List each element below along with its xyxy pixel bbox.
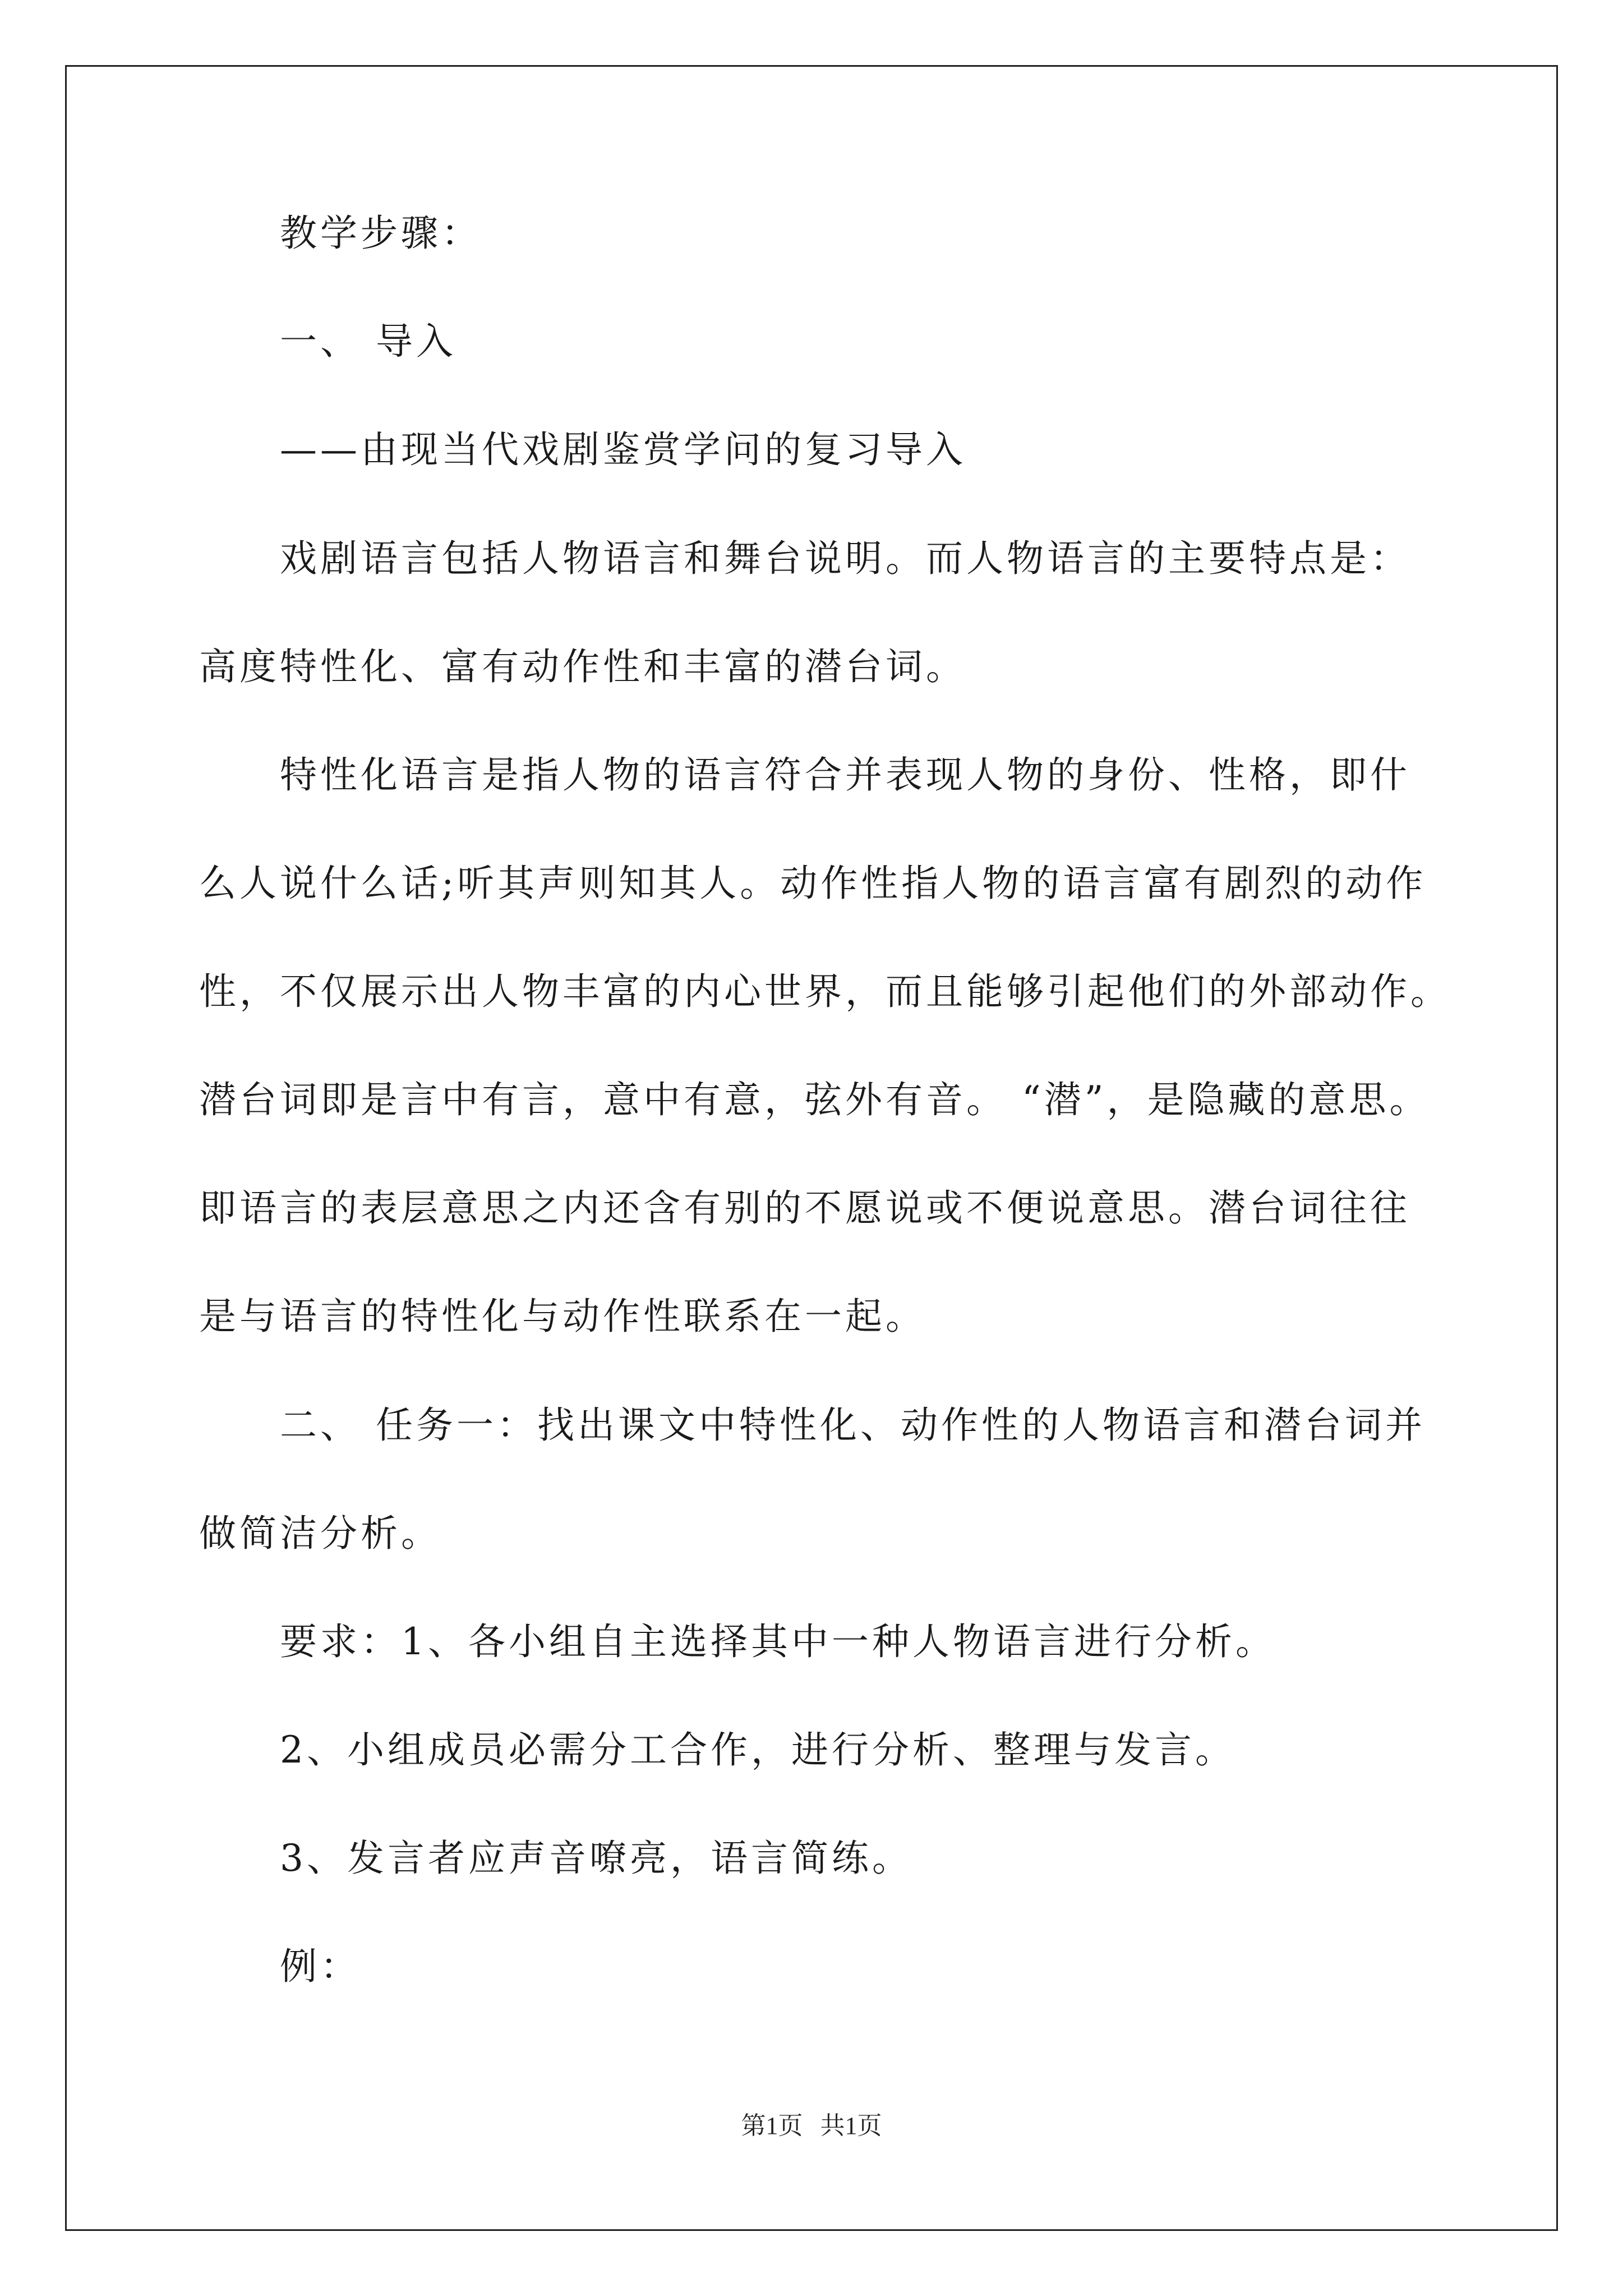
text-line: 潜台词即是言中有言，意中有意，弦外有音。 “潜”，是隐藏的意思。	[199, 1078, 1430, 1121]
page-footer	[0, 2109, 1623, 2143]
text-line: 2、小组成员必需分工合作，进行分析、整理与发言。	[280, 1728, 1235, 1772]
text-line: 么人说什么话;听其声则知其人。动作性指人物的语言富有剧烈的动作	[199, 862, 1427, 905]
text-line: 做简洁分析。	[199, 1512, 441, 1555]
text-line: 性，不仅展示出人物丰富的内心世界，而且能够引起他们的外部动作。	[199, 970, 1451, 1013]
text-line: 特性化语言是指人物的语言符合并表现人物的身份、性格，即什	[280, 753, 1410, 797]
text-line: 3、发言者应声音嘹亮，语言简练。	[280, 1837, 912, 1880]
text-line: 即语言的表层意思之内还含有别的不愿说或不便说意思。潜台词往往	[199, 1186, 1410, 1230]
page-number: 第1页	[741, 2112, 803, 2139]
text-line: 例：	[280, 1945, 361, 1988]
page-border	[65, 65, 1558, 2231]
text-line: 教学步骤：	[280, 211, 482, 255]
text-line: 是与语言的特性化与动作性联系在一起。	[199, 1295, 926, 1338]
text-line: 要求：1、各小组自主选择其中一种人物语言进行分析。	[280, 1620, 1276, 1663]
text-line: 高度特性化、富有动作性和丰富的潜台词。	[199, 645, 966, 688]
section-heading: 一、 导入	[280, 320, 457, 363]
text-line: ——由现当代戏剧鉴赏学问的复习导入	[280, 428, 966, 471]
section-heading: 二、 任务一：找出课文中特性化、动作性的人物语言和潜台词并	[280, 1404, 1426, 1447]
page-total: 共1页	[820, 2112, 882, 2139]
text-line: 戏剧语言包括人物语言和舞台说明。而人物语言的主要特点是：	[280, 537, 1410, 580]
